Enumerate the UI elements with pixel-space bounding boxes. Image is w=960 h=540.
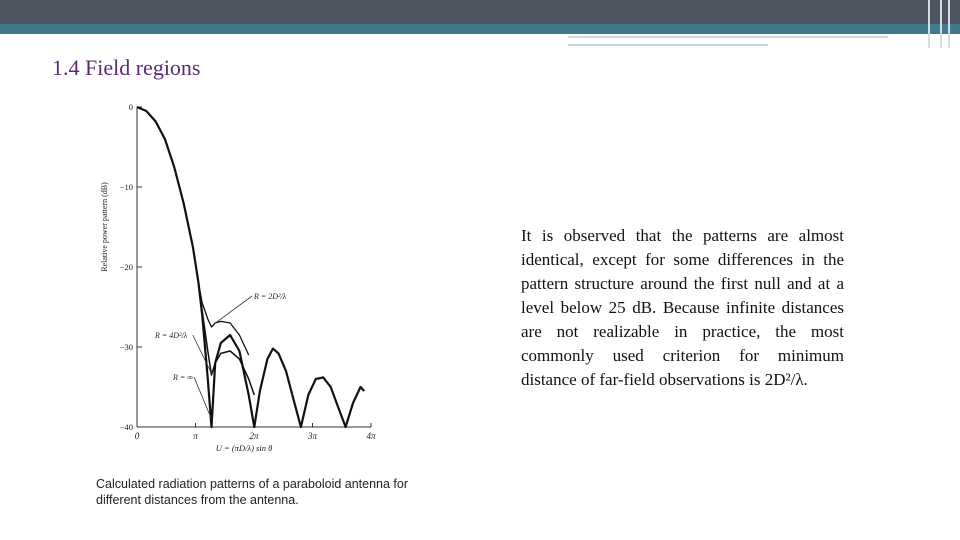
x-tick-label: 0 bbox=[134, 431, 140, 441]
chart-curves bbox=[137, 107, 364, 427]
series-line-3 bbox=[199, 283, 249, 355]
top-bar bbox=[0, 0, 960, 24]
accent-line bbox=[568, 44, 768, 46]
y-tick-label: 0 bbox=[128, 102, 133, 112]
annotation-label-2: R = 4D²/λ bbox=[155, 331, 188, 340]
y-tick-label: −30 bbox=[119, 342, 133, 352]
y-tick-label: −10 bbox=[119, 182, 133, 192]
y-tick-label: −20 bbox=[119, 262, 133, 272]
body-paragraph: It is observed that the patterns are almost identical, except for some differences in the pattern structure around the first null and at a level below 25 dB. Because infinite distances are not realizable in practice, the most commonly used criterion for minimum distance of far-field observations is 2D²/λ. bbox=[521, 226, 844, 389]
annotation-label-1: R = 2D²/λ bbox=[254, 292, 287, 301]
chart-svg bbox=[95, 95, 395, 465]
accent-line bbox=[568, 36, 888, 38]
x-axis-label: U = (πD/λ) sin θ bbox=[215, 443, 273, 453]
slide-title: 1.4 Field regions bbox=[52, 55, 201, 80]
y-tick-label: −40 bbox=[119, 422, 133, 432]
annotation-leader bbox=[213, 296, 252, 325]
x-tick-label: 4π bbox=[366, 431, 376, 441]
figure-caption: Calculated radiation patterns of a paraboloid antenna for different distances from the antenna. bbox=[96, 477, 409, 507]
annotation-label-3: R = ∞ bbox=[173, 373, 193, 382]
x-tick-label: 3π bbox=[307, 431, 318, 441]
corner-decoration bbox=[940, 0, 950, 48]
radiation-pattern-chart bbox=[95, 95, 395, 465]
top-accent-bar bbox=[0, 24, 960, 34]
y-axis-label: Relative power pattern (dB) bbox=[100, 182, 109, 272]
x-tick-label: π bbox=[193, 431, 198, 441]
series-line-1 bbox=[137, 107, 364, 427]
x-tick-label: 2π bbox=[249, 431, 259, 441]
